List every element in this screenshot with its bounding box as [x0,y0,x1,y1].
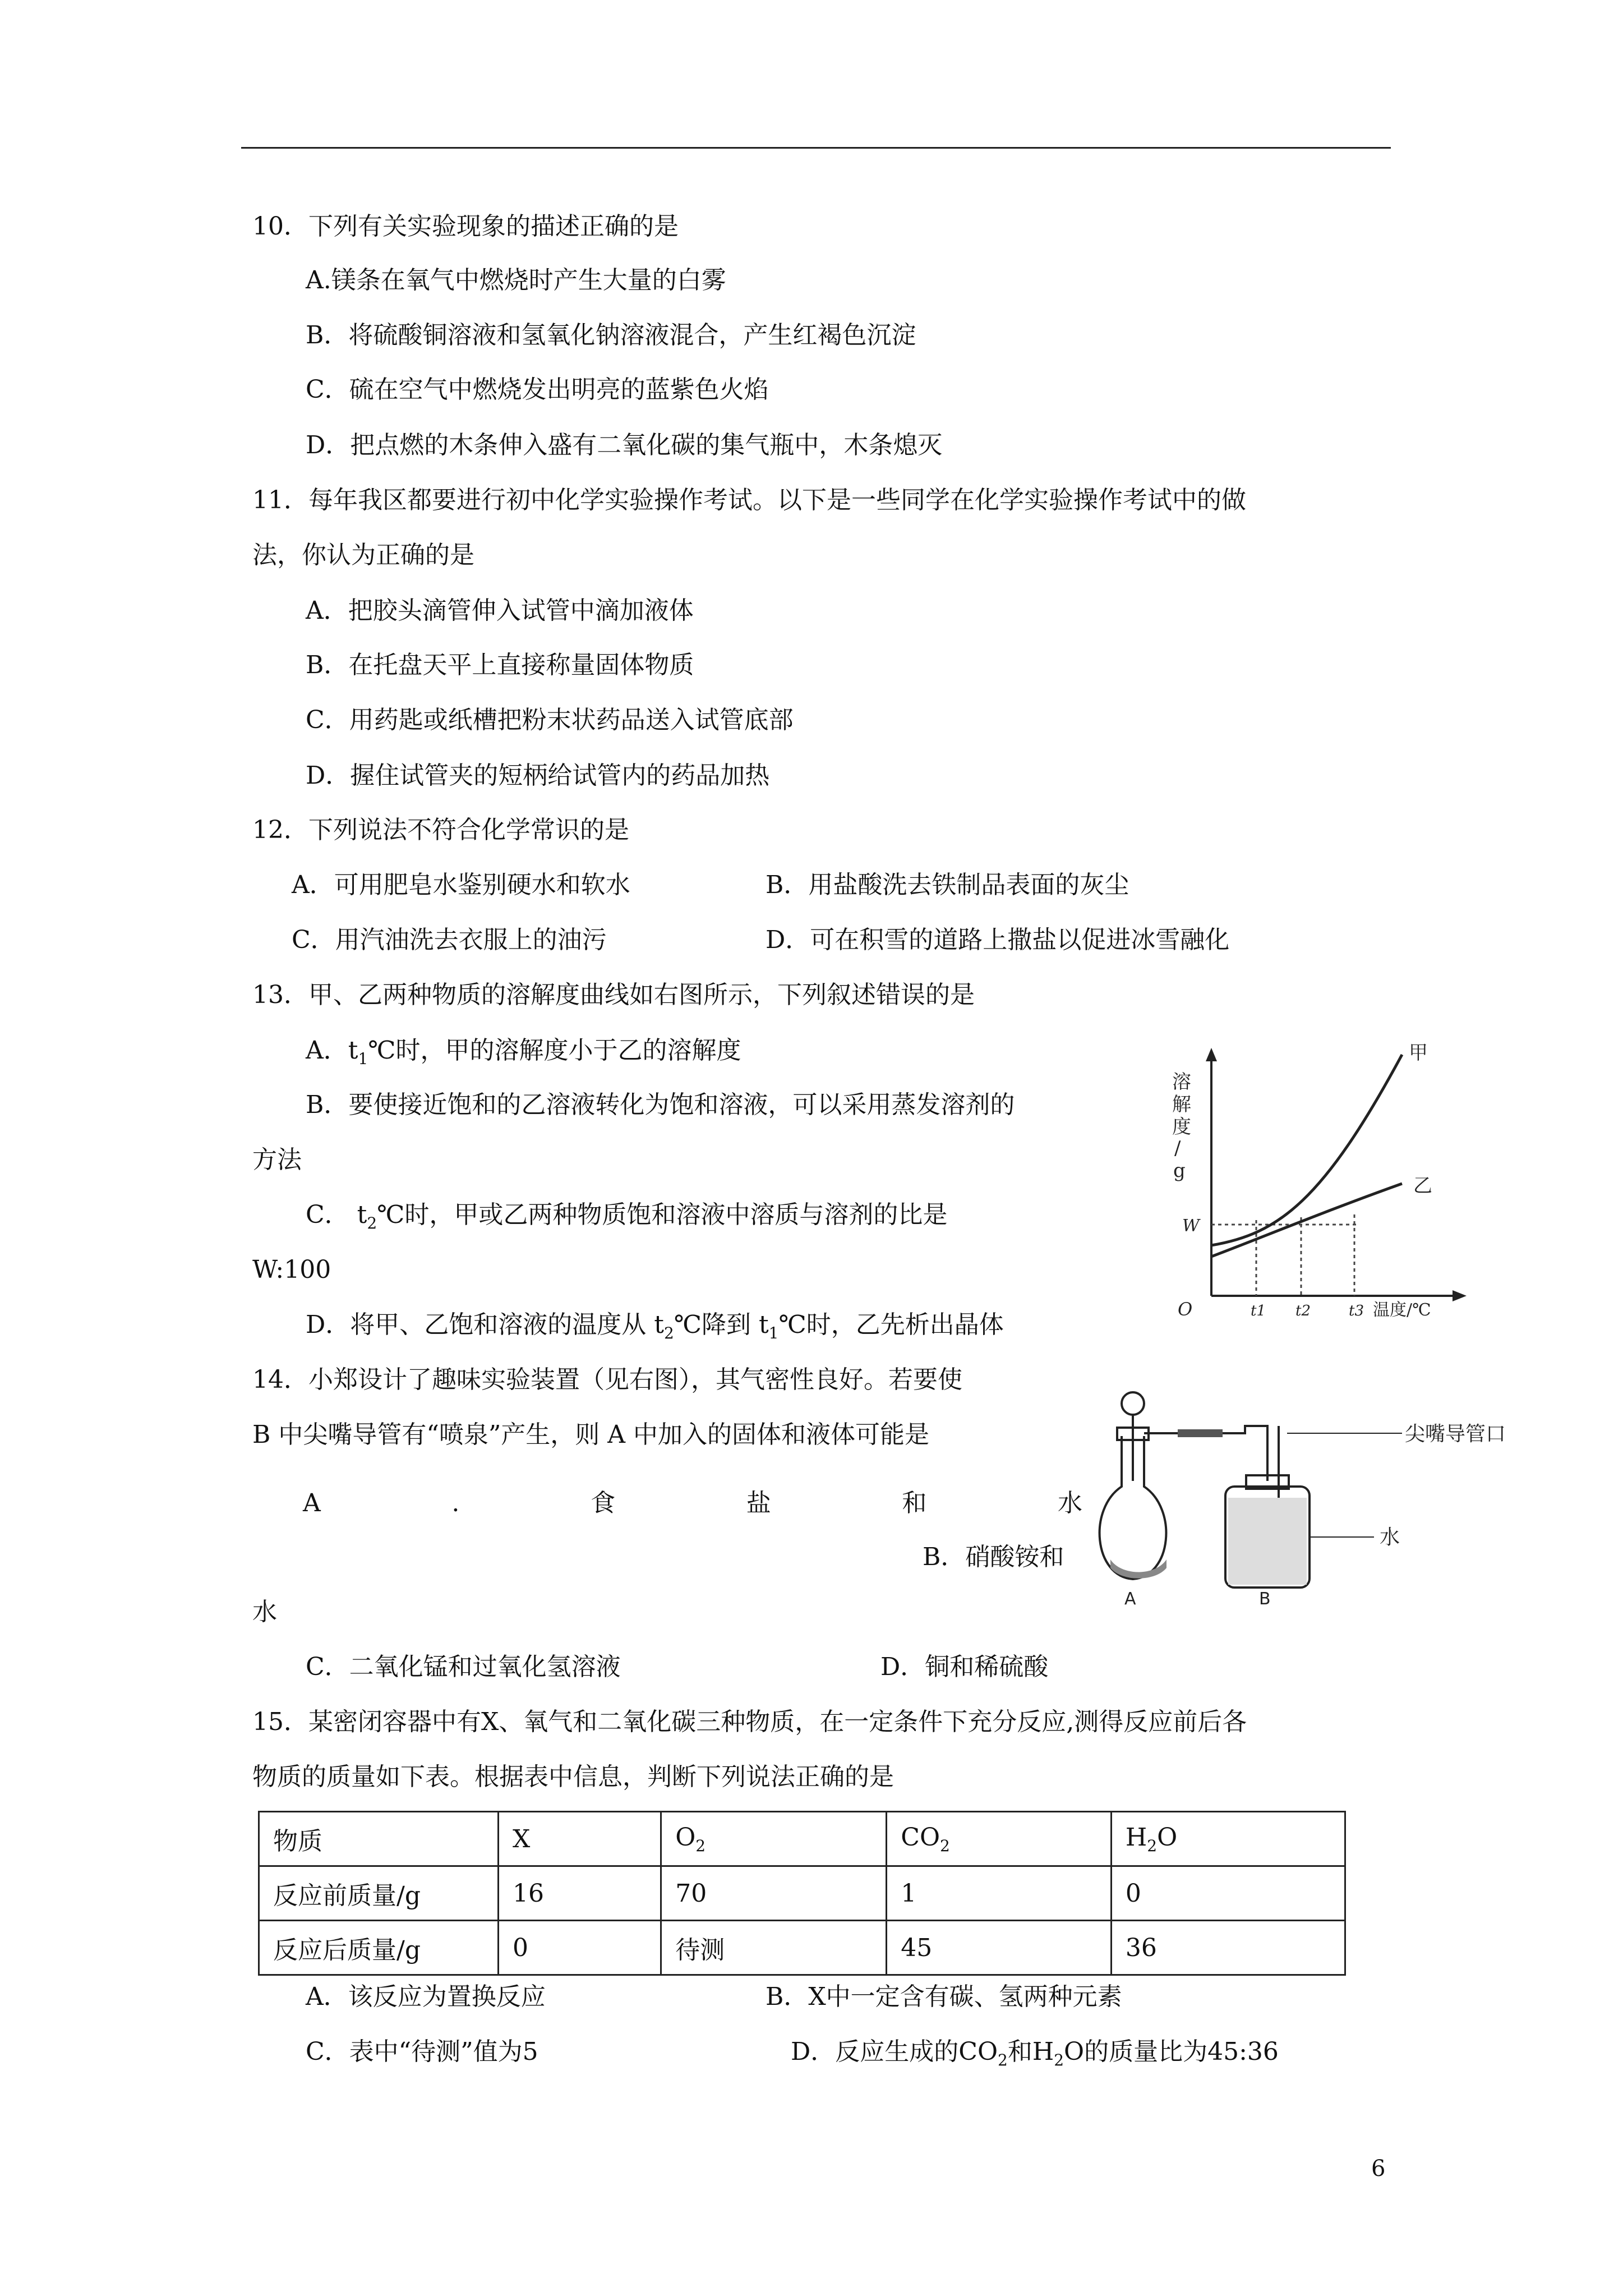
y-label-3: 度 [1172,1116,1191,1138]
table-cell: 45 [887,1921,1112,1975]
water-fill [1228,1498,1307,1585]
q10-option-d: D．把点燃的木条伸入盛有二氧化碳的集气瓶中，木条熄灭 [306,431,943,459]
water-label: 水 [1380,1526,1400,1549]
table-header-cell: $CO_2$ [887,1812,1112,1866]
q13-stem: 13．甲、乙两种物质的溶解度曲线如右图所示，下列叙述错误的是 [252,981,975,1009]
tip-label: 尖嘴导管口 [1405,1423,1506,1446]
q14-option-b-cont: 水 [252,1598,277,1626]
table-cell: 待测 [661,1921,887,1975]
q15-option-c: C．表中“待测”值为5 [306,2037,538,2066]
q13-option-b: B．要使接近饱和的乙溶液转化为饱和溶液，可以采用蒸发溶剂的 [306,1091,1015,1119]
tube-connector [1178,1429,1223,1437]
funnel-bulb [1122,1392,1144,1415]
t3-label: t3 [1349,1303,1364,1319]
q10-option-c: C．硫在空气中燃烧发出明亮的蓝紫色火焰 [306,375,769,404]
q14-option-d: D．铜和稀硫酸 [880,1653,1049,1681]
q10-stem: 10．下列有关实验现象的描述正确的是 [252,212,679,241]
q14-stem-line2: B 中尖嘴导管有“喷泉”产生，则 A 中加入的固体和液体可能是 [252,1420,930,1449]
table-cell: 反应前质量/g [259,1866,499,1921]
q14-option-c: C．二氧化锰和过氧化氢溶液 [306,1653,621,1681]
q15-option-b: B．X中一定含有碳、氢两种元素 [766,1982,1122,2011]
q12-option-d: D．可在积雪的道路上撒盐以促进冰雪融化 [766,926,1230,954]
jia-label: 甲 [1409,1042,1428,1064]
apparatus-figure [1099,1374,1506,1610]
q12-option-a: A．可用肥皂水鉴别硬水和软水 [292,871,630,899]
y-label-2: 解 [1172,1093,1191,1116]
curve-jia [1211,1055,1402,1245]
y-label-4: / [1174,1137,1181,1159]
q11-option-a: A．把胶头滴管伸入试管中滴加液体 [306,596,694,625]
q13-option-b-cont: 方法 [252,1145,302,1174]
q12-option-b: B．用盐酸洗去铁制品表面的灰尘 [766,871,1129,899]
q14-option-a: A . 食 盐 和 水 [303,1489,1082,1517]
y-axis-arrow [1206,1048,1217,1061]
q11-option-b: B．在托盘天平上直接称量固体物质 [306,651,694,679]
q15-option-d: D．反应生成的$CO_2$和$H_2O$的质量比为45:36 [791,2037,1279,2069]
q13-option-a: A．$t_1℃$时，甲的溶解度小于乙的溶解度 [306,1036,741,1068]
q13-option-d: D．将甲、乙饱和溶液的温度从 $t_2℃$降到 $t_1℃$时，乙先析出晶体 [306,1310,1004,1342]
q10-option-b: B．将硫酸铜溶液和氢氧化钠溶液混合，产生红褐色沉淀 [306,321,916,349]
table-header-cell: 物质 [259,1812,499,1866]
header-rule [241,147,1391,149]
mass-table [258,1811,1346,1976]
q11-stem-line1: 11．每年我区都要进行初中化学实验操作考试。以下是一些同学在化学实验操作考试中的做 [252,486,1246,514]
label-b: B [1259,1589,1271,1609]
q14-option-b: B．硝酸铵和 [923,1543,1064,1571]
t1-label: t1 [1251,1303,1266,1319]
table-cell: 0 [1111,1866,1345,1921]
table-cell: 36 [1111,1921,1345,1975]
w-label: W [1182,1216,1200,1236]
page-number: 6 [1371,2156,1386,2182]
q15-stem-line1: 15．某密闭容器中有X、氧气和二氧化碳三种物质，在一定条件下充分反应,测得反应前后各 [252,1708,1247,1736]
yi-label: 乙 [1413,1175,1432,1197]
table-header-cell: $H_2O$ [1111,1812,1345,1866]
table-cell: 0 [499,1921,661,1975]
table-header-cell: X [499,1812,661,1866]
q13-option-c: C． $t_2℃$时，甲或乙两种物质饱和溶液中溶质与溶剂的比是 [306,1200,948,1232]
q11-option-d: D．握住试管夹的短柄给试管内的药品加热 [306,761,770,790]
t2-label: t2 [1295,1303,1311,1319]
x-label: 温度/℃ [1373,1300,1431,1320]
y-label-1: 溶 [1172,1071,1191,1093]
table-row [259,1921,1345,1975]
x-axis-arrow [1453,1290,1467,1301]
label-a: A [1124,1589,1136,1609]
q15-option-a: A．该反应为置换反应 [306,1982,546,2011]
q11-stem-line2: 法，你认为正确的是 [252,541,474,569]
table-header-cell: $O_2$ [661,1812,887,1866]
q15-stem-line2: 物质的质量如下表。根据表中信息，判断下列说法正确的是 [252,1763,894,1791]
table-row [259,1812,1345,1866]
table-cell: 1 [887,1866,1112,1921]
q14-stem-line1: 14．小郑设计了趣味实验装置（见右图），其气密性良好。若要使 [252,1365,962,1394]
origin-label: O [1178,1299,1193,1320]
table-row [259,1866,1345,1921]
solubility-graph [1166,1032,1481,1324]
table-cell: 16 [499,1866,661,1921]
y-label-5: g [1173,1159,1186,1182]
q12-option-c: C．用汽油洗去衣服上的油污 [292,926,607,954]
table-cell: 反应后质量/g [259,1921,499,1975]
table-cell: 70 [661,1866,887,1921]
q12-stem: 12．下列说法不符合化学常识的是 [252,816,629,844]
q10-option-a: A.镁条在氧气中燃烧时产生大量的白雾 [306,266,726,295]
q13-option-c-cont: W:100 [252,1255,331,1284]
q11-option-c: C．用药匙或纸槽把粉末状药品送入试管底部 [306,706,794,734]
